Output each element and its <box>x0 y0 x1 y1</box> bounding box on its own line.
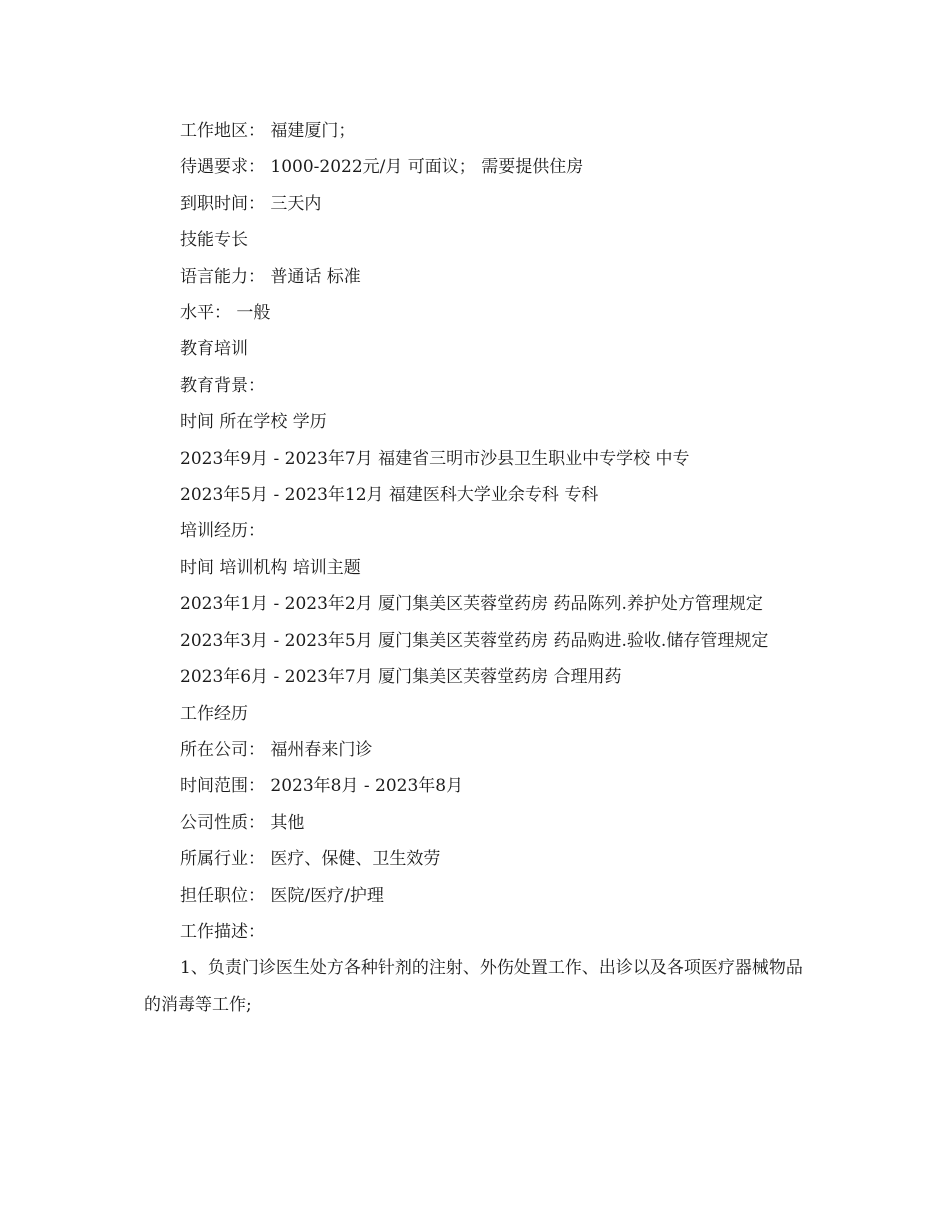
language-level: 水平： 一般 <box>180 303 271 324</box>
training-row: 2023年3月 - 2023年5月 厦门集美区芙蓉堂药房 药品购进.验收.储存管理规定 <box>180 630 769 651</box>
training-experience-label: 培训经历： <box>180 521 265 542</box>
education-row: 2023年5月 - 2023年12月 福建医科大学业余专科 专科 <box>180 485 599 506</box>
company-name: 所在公司： 福州春来门诊 <box>180 739 373 760</box>
section-skills-heading: 技能专长 <box>180 230 248 251</box>
training-row: 2023年6月 - 2023年7月 厦门集美区芙蓉堂药房 合理用药 <box>180 667 622 688</box>
time-range: 时间范围： 2023年8月 - 2023年8月 <box>180 776 464 797</box>
document-body <box>144 113 808 1023</box>
work-location: 工作地区： 福建厦门； <box>180 121 356 141</box>
education-row: 2023年9月 - 2023年7月 福建省三明市沙县卫生职业中专学校 中专 <box>180 448 690 469</box>
position: 担任职位： 医院/医疗/护理 <box>180 885 384 906</box>
company-type: 公司性质： 其他 <box>180 812 305 833</box>
training-table-header: 时间 培训机构 培训主题 <box>180 557 361 578</box>
job-description-label: 工作描述： <box>180 921 265 942</box>
section-education-heading: 教育培训 <box>180 339 248 360</box>
education-table-header: 时间 所在学校 学历 <box>180 412 327 433</box>
industry: 所属行业： 医疗、保健、卫生效劳 <box>180 849 441 870</box>
salary-requirement: 待遇要求： 1000-2022元/月 可面议； 需要提供住房 <box>180 157 584 178</box>
education-background-label: 教育背景： <box>180 375 265 396</box>
job-description-text: 1、负责门诊医生处方各种针剂的注射、外伤处置工作、出诊以及各项医疗器械物品的消毒等工作; <box>144 958 803 1015</box>
start-time: 到职时间： 三天内 <box>180 193 322 214</box>
training-row: 2023年1月 - 2023年2月 厦门集美区芙蓉堂药房 药品陈列.养护处方管理规定 <box>180 594 763 615</box>
section-work-heading: 工作经历 <box>180 703 248 724</box>
language-ability: 语言能力： 普通话 标准 <box>180 266 361 287</box>
